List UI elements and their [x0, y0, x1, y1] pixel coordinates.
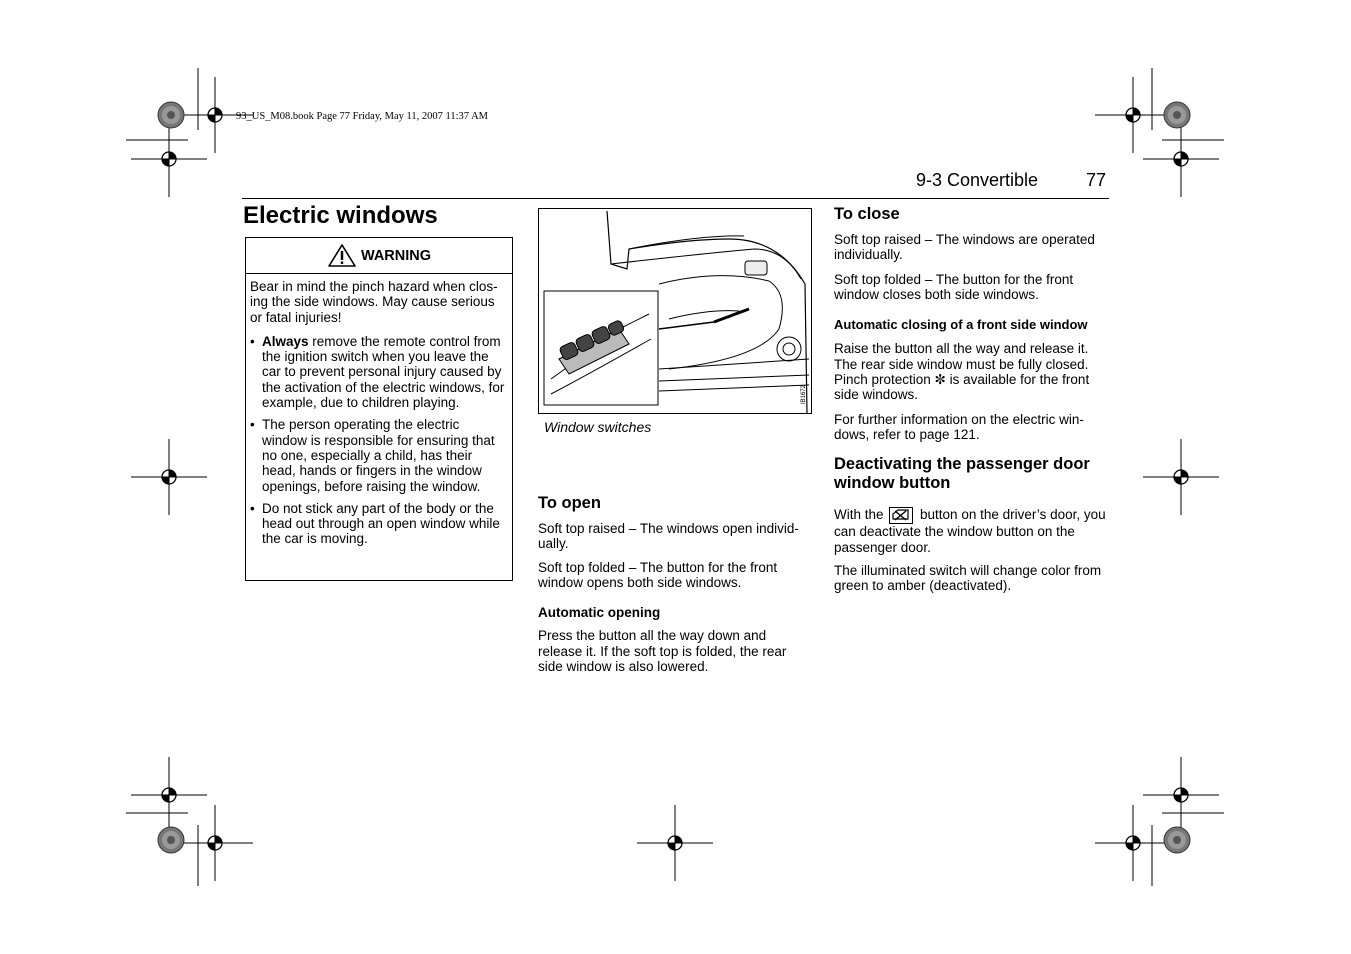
- to-open-paragraph: Press the button all the way down and release it. If the soft top is folded, the rear side window is also lowered.: [538, 628, 787, 675]
- warning-box: [245, 237, 513, 581]
- to-open-section: [538, 494, 812, 674]
- to-close-heading: To close: [834, 205, 900, 223]
- page-title: Electric windows: [243, 202, 438, 229]
- to-open-paragraph: Soft top raised – The windows open individ-ually.: [538, 521, 799, 552]
- warning-label: WARNING: [360, 247, 432, 264]
- to-close-paragraph: Soft top folded – The button for the front window closes both side windows.: [834, 271, 1074, 302]
- warning-intro: Bear in mind the pinch hazard when clos-ing the side windows. May cause serious or fatal injuries!: [250, 279, 498, 325]
- warning-bullet: • Do not stick any part of the body or the head out through an open window while the car is moving.: [250, 501, 508, 547]
- warning-triangle-icon: [327, 243, 357, 268]
- figure-caption: Window switches: [544, 419, 652, 435]
- to-open-paragraph: Soft top folded – The button for the front window opens both side windows.: [538, 559, 778, 590]
- warning-bullet: [250, 334, 508, 410]
- to-close-section: [834, 205, 1109, 593]
- deactivating-paragraph: The illuminated switch will change color from green to amber (deactivated).: [834, 562, 1102, 594]
- header-title: 9-3 Convertible: [916, 170, 1039, 190]
- warning-bullet-text: remove the remote control from the ignition switch when you leave the car to prevent personal injury caused by the activation of the electric windows, for example, due to children playing.: [262, 333, 505, 411]
- warning-bullet: • The person operating the electric window is responsible for ensuring that no one, especially a child, has their head, hands or fingers in the window openings, before raising the window.: [250, 417, 508, 493]
- print-slug: 93_US_M08.book Page 77 Friday, May 11, 2007 11:37 AM: [236, 111, 488, 122]
- warning-header: [246, 238, 512, 274]
- to-close-paragraph: For further information on the electric win-dows, refer to page 121.: [834, 411, 1084, 442]
- window-switches-figure: [538, 208, 812, 414]
- warning-body: [250, 279, 508, 554]
- page-number: 77: [1086, 170, 1107, 190]
- door-illustration: [539, 209, 811, 413]
- deactivating-text: button on the driver’s door, you can deactivate the window button on the passenger door.: [834, 507, 1106, 555]
- deactivating-heading: Deactivating the passenger door window button: [834, 455, 1090, 493]
- warning-bullet-bold: Always: [262, 333, 309, 349]
- header-rule: [242, 198, 1109, 199]
- deactivating-text: With the: [834, 507, 888, 523]
- window-lock-icon: [889, 507, 913, 524]
- automatic-opening-heading: Automatic opening: [538, 605, 661, 621]
- automatic-closing-heading: Automatic closing of a front side window: [834, 317, 1088, 333]
- to-close-paragraph: Raise the button all the way and release it. The rear side window must be fully closed. Pinch protection ✼ is available for the front side windows.: [834, 341, 1090, 403]
- figure-code: IB1672: [801, 384, 807, 404]
- deactivating-paragraph: [834, 507, 1109, 555]
- to-open-heading: To open: [538, 494, 601, 512]
- to-close-paragraph: Soft top raised – The windows are operated individually.: [834, 232, 1095, 263]
